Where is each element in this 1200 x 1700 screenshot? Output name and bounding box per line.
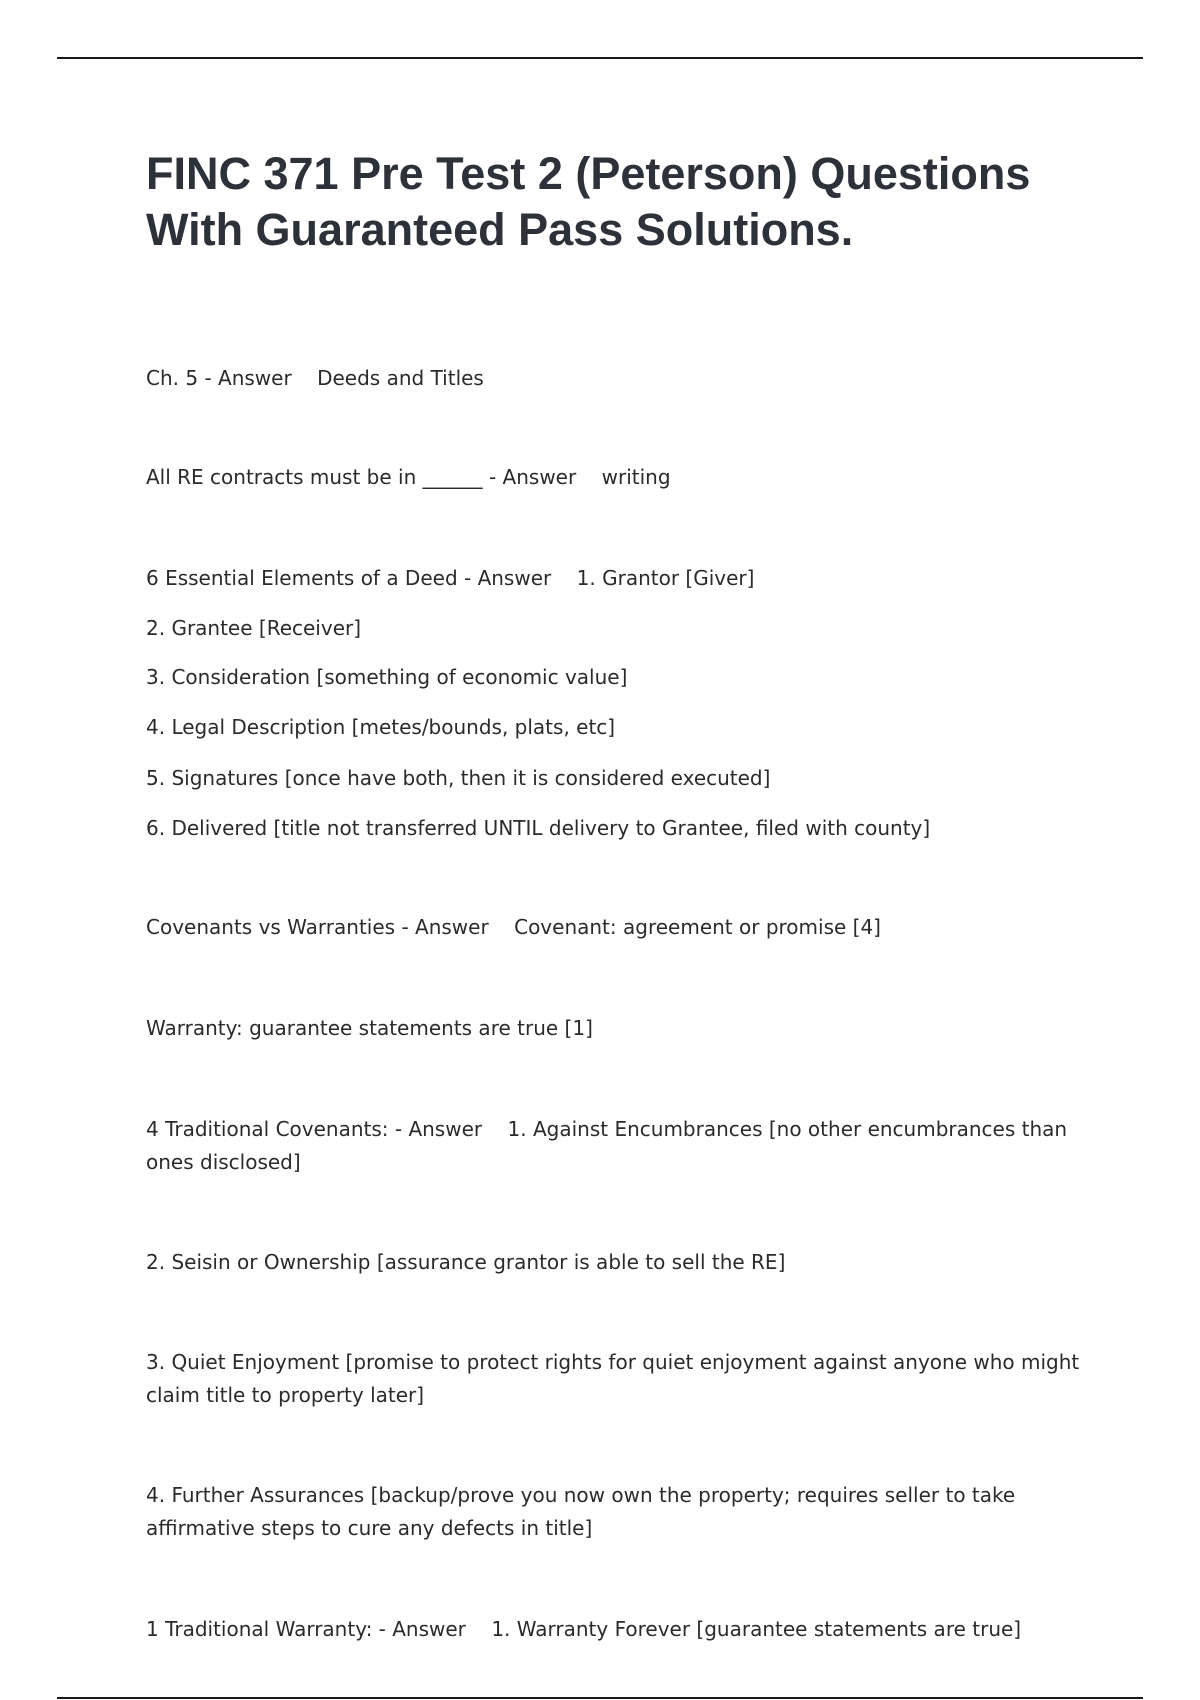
- list-item: 3. Consideration [something of economic value]: [146, 665, 628, 689]
- bottom-rule: [57, 1697, 1143, 1699]
- list-item: 4. Legal Description [metes/bounds, plats, etc]: [146, 715, 616, 739]
- document-title: FINC 371 Pre Test 2 (Peterson) Questions With Guaranteed Pass Solutions.: [146, 148, 1031, 255]
- list-item: 2. Seisin or Ownership [assurance grantor is able to sell the RE]: [146, 1250, 786, 1274]
- qa-traditional-covenants: 4 Traditional Covenants: - Answer 1. Against Encumbrances [no other encumbrances than ones disclosed]: [146, 1117, 1074, 1174]
- qa-covenants-warranties: Covenants vs Warranties - Answer Covenant: agreement or promise [4]: [146, 915, 881, 939]
- top-rule: [57, 57, 1143, 59]
- qa-traditional-warranty: 1 Traditional Warranty: - Answer 1. Warranty Forever [guarantee statements are true]: [146, 1617, 1022, 1641]
- list-item: 6. Delivered [title not transferred UNTIL delivery to Grantee, filed with county]: [146, 816, 931, 840]
- list-item: 5. Signatures [once have both, then it is considered executed]: [146, 766, 771, 790]
- list-item: 3. Quiet Enjoyment [promise to protect rights for quiet enjoyment against anyone who might claim title to property later]: [146, 1350, 1086, 1407]
- qa-contracts-writing: All RE contracts must be in ______ - Answer writing: [146, 465, 671, 489]
- qa-warranty: Warranty: guarantee statements are true [1]: [146, 1016, 593, 1040]
- qa-deed-elements: 6 Essential Elements of a Deed - Answer 1. Grantor [Giver]: [146, 566, 755, 590]
- qa-ch5: Ch. 5 - Answer Deeds and Titles: [146, 366, 484, 390]
- list-item: 4. Further Assurances [backup/prove you now own the property; requires seller to take affirmative steps to cure any defects in title]: [146, 1483, 1022, 1540]
- list-item: 2. Grantee [Receiver]: [146, 616, 362, 640]
